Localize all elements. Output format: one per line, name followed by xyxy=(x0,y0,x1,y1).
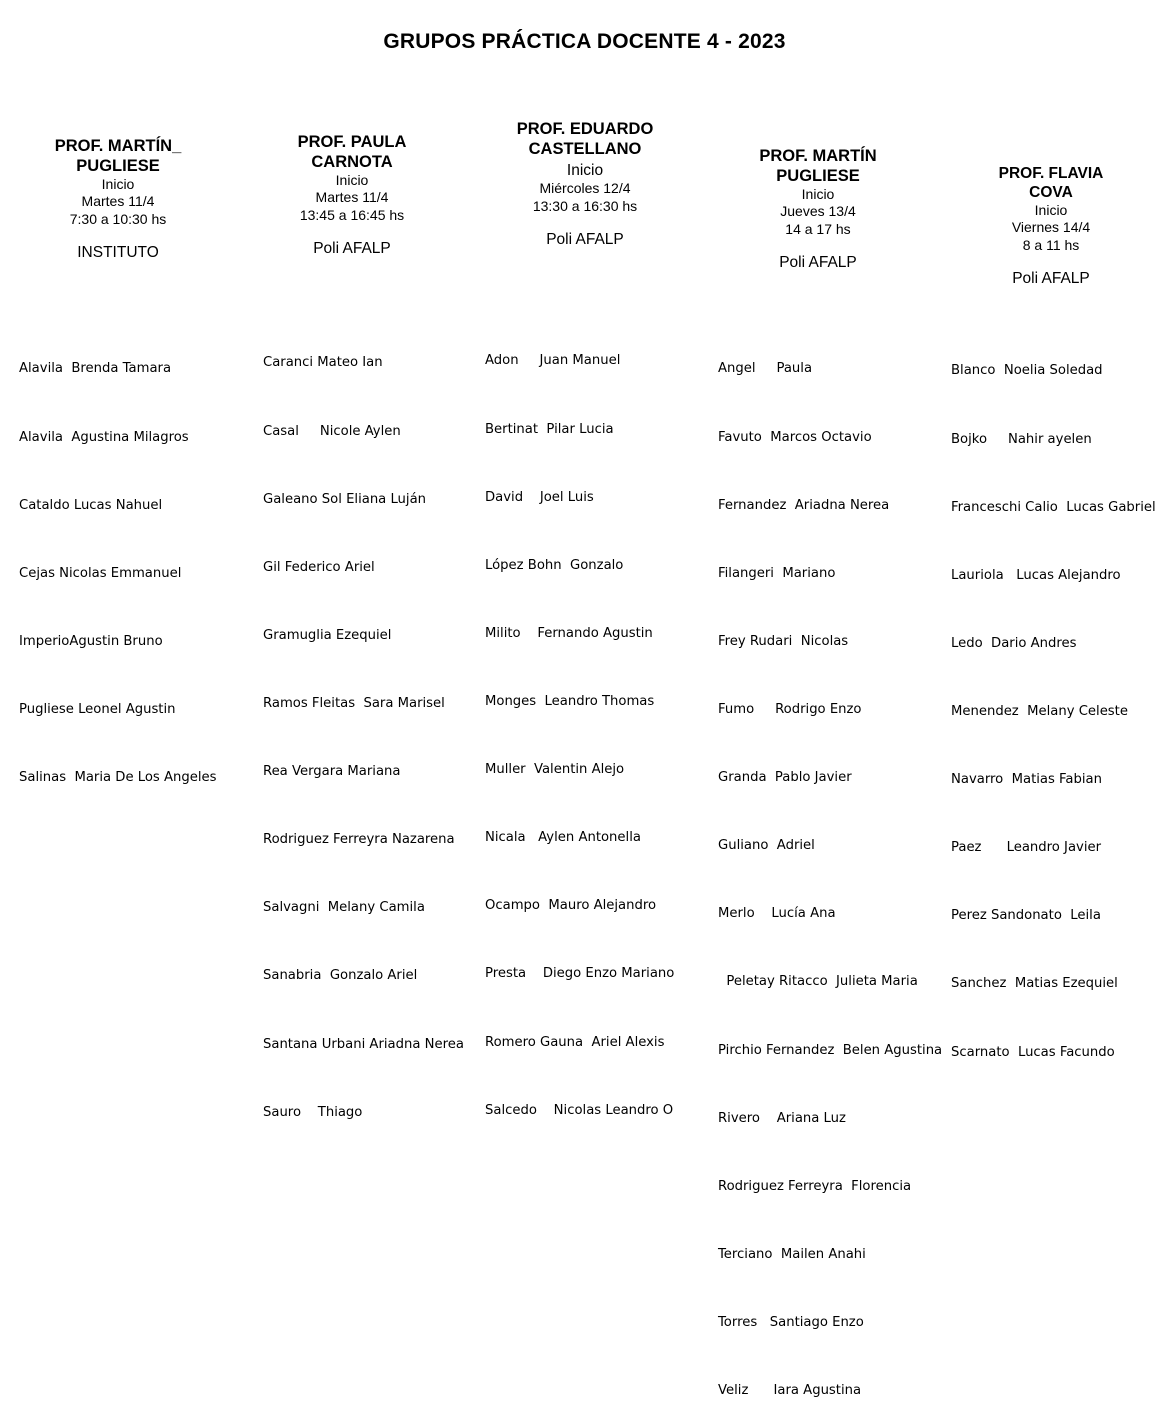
schedule-time: 13:45 a 16:45 hs xyxy=(299,206,405,223)
student-name: Salvagni Melany Camila xyxy=(263,900,425,916)
student-name: Salinas Maria De Los Angeles xyxy=(19,770,217,786)
student-name: Rodriguez Ferreyra Florencia xyxy=(718,1178,912,1194)
student-name: Granda Pablo Javier xyxy=(718,770,852,786)
group-header-3 xyxy=(495,119,675,249)
student-name: Lauriola Lucas Alejandro xyxy=(951,567,1121,583)
student-name: Sanabria Gonzalo Ariel xyxy=(263,968,418,984)
student-name: Salcedo Nicolas Leandro O xyxy=(485,1102,674,1118)
student-name: Peletay Ritacco Julieta Maria xyxy=(718,974,918,990)
student-name: Veliz Iara Agustina xyxy=(718,1383,862,1399)
student-name: Terciano Mailen Anahi xyxy=(718,1246,866,1262)
student-name: Alavila Agustina Milagros xyxy=(19,429,189,445)
student-name: Rea Vergara Mariana xyxy=(263,764,401,780)
student-name: Scarnato Lucas Facundo xyxy=(951,1044,1115,1060)
student-name: Casal Nicole Aylen xyxy=(263,423,401,439)
start-label: Inicio xyxy=(566,162,604,179)
student-name: Ledo Dario Andres xyxy=(951,635,1077,651)
start-label: Inicio xyxy=(335,172,369,188)
student-name: Muller Valentin Alejo xyxy=(485,762,625,778)
schedule-time: 8 a 11 hs xyxy=(1022,236,1080,253)
schedule-time: 7:30 a 10:30 hs xyxy=(69,210,167,227)
student-name: Perez Sandonato Leila xyxy=(951,908,1101,924)
student-list-2 xyxy=(263,307,464,1147)
student-name: Filangeri Mariano xyxy=(718,565,836,581)
location: Poli AFALP xyxy=(313,240,391,257)
group-header-5 xyxy=(976,164,1126,288)
student-name: Paez Leandro Javier xyxy=(951,840,1102,856)
student-name: Torres Santiago Enzo xyxy=(718,1314,864,1330)
start-label: Inicio xyxy=(801,186,835,202)
professor-name: PROF. MARTÍN PUGLIESE xyxy=(759,147,877,185)
student-list-5 xyxy=(951,315,1156,1087)
student-name: Merlo Lucía Ana xyxy=(718,906,836,922)
student-name: Frey Rudari Nicolas xyxy=(718,633,849,649)
student-name: Milito Fernando Agustin xyxy=(485,625,653,641)
student-name: Franceschi Calio Lucas Gabriel xyxy=(951,499,1156,515)
student-name: Navarro Matias Fabian xyxy=(951,772,1102,788)
start-label: Inicio xyxy=(1034,202,1068,218)
student-name: ImperioAgustin Bruno xyxy=(19,633,163,649)
student-name: Gramuglia Ezequiel xyxy=(263,627,392,643)
student-name: Fumo Rodrigo Enzo xyxy=(718,701,862,717)
student-name: Favuto Marcos Octavio xyxy=(718,429,872,445)
student-name: Sanchez Matias Ezequiel xyxy=(951,976,1118,992)
location: Poli AFALP xyxy=(546,231,624,248)
student-name: Nicala Aylen Antonella xyxy=(485,830,641,846)
group-header-4 xyxy=(738,146,898,272)
student-name: Caranci Mateo Ian xyxy=(263,355,383,371)
student-name: Pugliese Leonel Agustin xyxy=(19,701,176,717)
student-name: Romero Gauna Ariel Alexis xyxy=(485,1034,665,1050)
professor-name: PROF. FLAVIA COVA xyxy=(998,165,1104,201)
schedule-time: 14 a 17 hs xyxy=(785,220,851,237)
student-name: Cataldo Lucas Nahuel xyxy=(19,497,163,513)
page-title: GRUPOS PRÁCTICA DOCENTE 4 - 2023 xyxy=(383,30,786,53)
start-day: Miércoles 12/4 xyxy=(539,180,631,196)
student-name: Angel Paula xyxy=(718,361,813,377)
student-name: David Joel Luis xyxy=(485,489,594,505)
student-name: López Bohn Gonzalo xyxy=(485,557,624,573)
group-header-2 xyxy=(272,132,432,258)
student-name: Santana Urbani Ariadna Nerea xyxy=(263,1036,464,1052)
student-name: Adon Juan Manuel xyxy=(485,353,621,369)
student-name: Guliano Adriel xyxy=(718,838,815,854)
student-name: Monges Leandro Thomas xyxy=(485,693,655,709)
professor-name: PROF. MARTÍN_ PUGLIESE xyxy=(54,137,182,175)
professor-name: PROF. EDUARDO CASTELLANO xyxy=(516,120,654,158)
professor-name: PROF. PAULA CARNOTA xyxy=(297,133,407,171)
student-name: Presta Diego Enzo Mariano xyxy=(485,966,675,982)
student-name: Fernandez Ariadna Nerea xyxy=(718,497,890,513)
student-list-1 xyxy=(19,313,217,812)
start-day: Jueves 13/4 xyxy=(780,203,856,219)
location: INSTITUTO xyxy=(77,244,159,261)
student-list-3 xyxy=(485,305,674,1145)
student-name: Rivero Ariana Luz xyxy=(718,1110,846,1126)
group-header-1 xyxy=(28,136,208,262)
location: Poli AFALP xyxy=(1012,270,1090,287)
student-name: Ocampo Mauro Alejandro xyxy=(485,898,657,914)
student-name: Sauro Thiago xyxy=(263,1104,363,1120)
start-label: Inicio xyxy=(101,176,135,192)
student-list-4 xyxy=(718,313,942,1425)
student-name: Rodriguez Ferreyra Nazarena xyxy=(263,832,455,848)
student-name: Pirchio Fernandez Belen Agustina xyxy=(718,1042,943,1058)
student-name: Ramos Fleitas Sara Marisel xyxy=(263,695,445,711)
start-day: Martes 11/4 xyxy=(315,189,389,205)
start-day: Viernes 14/4 xyxy=(1011,219,1091,235)
student-name: Bojko Nahir ayelen xyxy=(951,431,1092,447)
student-name: Alavila Brenda Tamara xyxy=(19,361,172,377)
student-name: Menendez Melany Celeste xyxy=(951,703,1128,719)
student-name: Bertinat Pilar Lucia xyxy=(485,421,614,437)
start-day: Martes 11/4 xyxy=(81,193,155,209)
student-name: Galeano Sol Eliana Luján xyxy=(263,491,427,507)
student-name: Cejas Nicolas Emmanuel xyxy=(19,565,182,581)
student-name: Gil Federico Ariel xyxy=(263,559,375,575)
location: Poli AFALP xyxy=(779,254,857,271)
schedule-time: 13:30 a 16:30 hs xyxy=(532,197,638,214)
student-name: Blanco Noelia Soledad xyxy=(951,363,1103,379)
